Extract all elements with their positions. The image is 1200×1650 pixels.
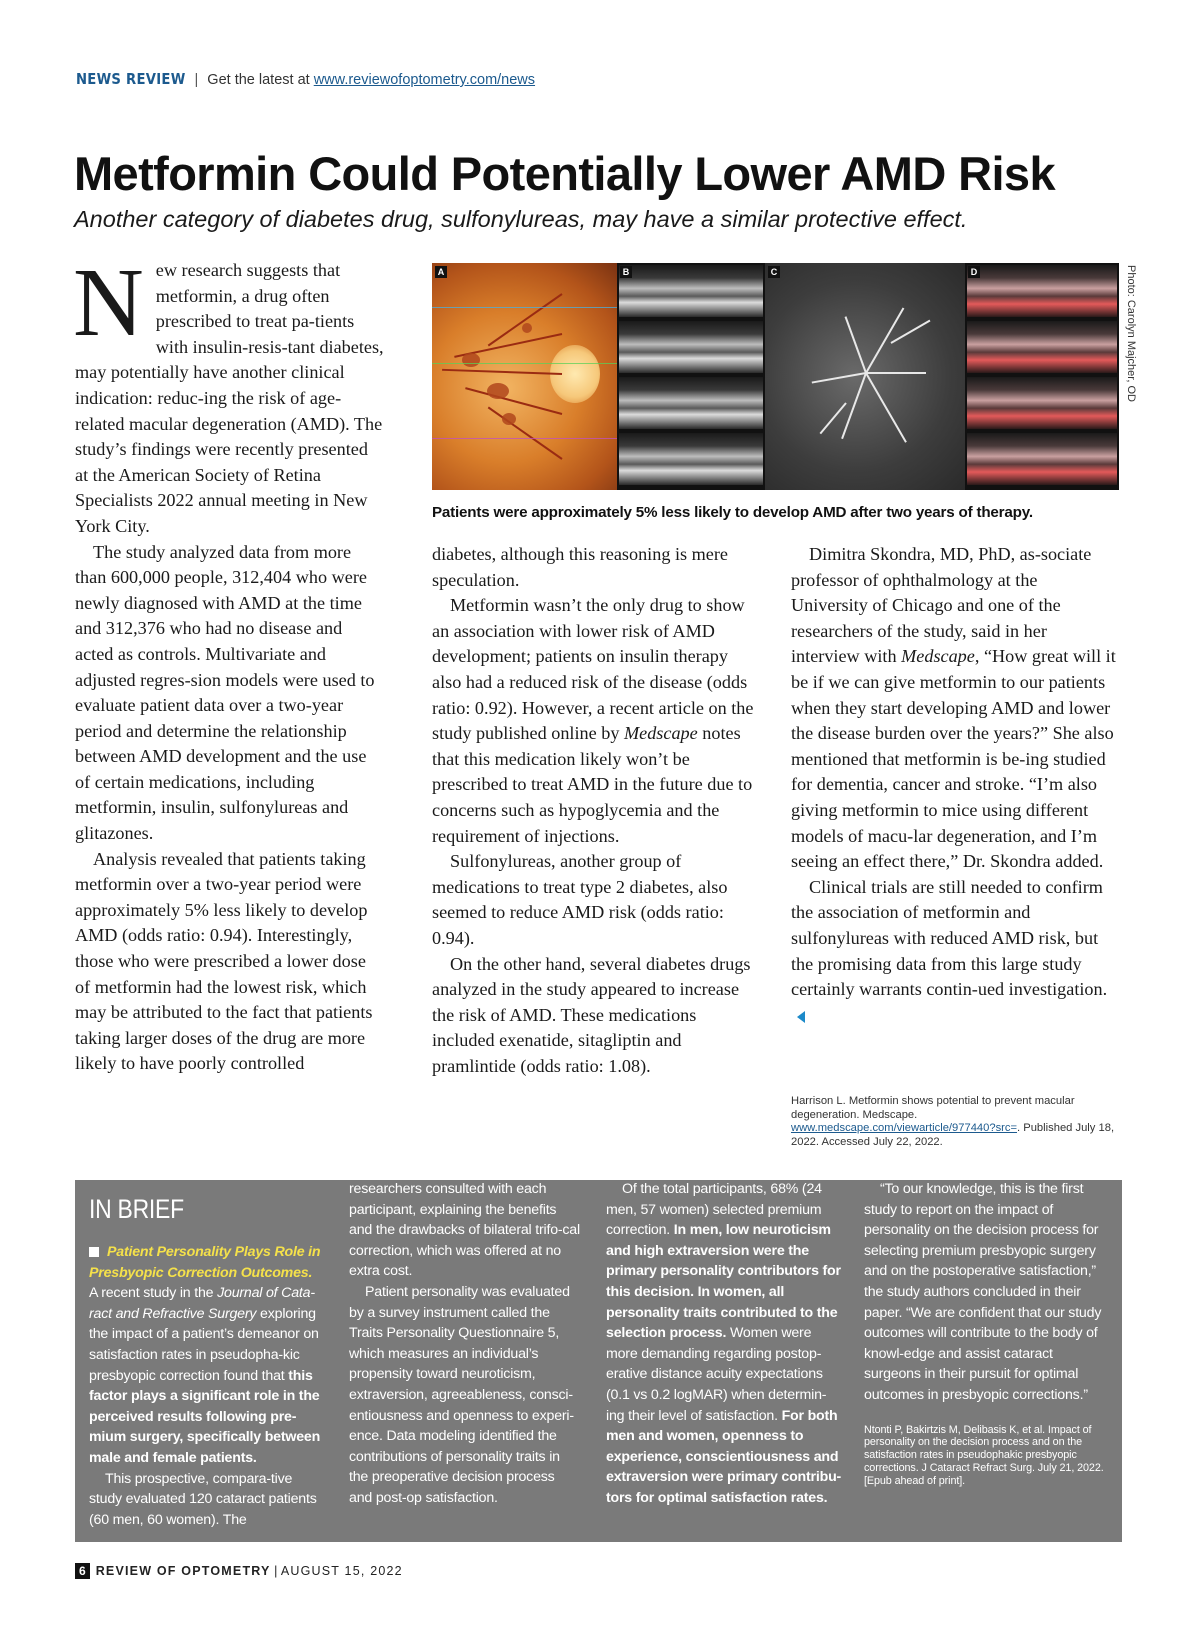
panel-label: A xyxy=(435,266,447,278)
figure-caption: Patients were approximately 5% less likely to develop AMD after two years of therapy. xyxy=(432,504,1033,521)
end-mark-icon xyxy=(797,1011,805,1023)
fundus-photo-panel xyxy=(432,263,617,490)
reference-link[interactable]: www.medscape.com/viewarticle/977440?src= xyxy=(791,1122,1018,1134)
paragraph: ew research suggests that metformin, a drug often prescribed to treat pa-tients with insulin-resis-tant diabetes, may potentially have another clinical indication: reduc-ing the risk of age-related macular degeneration (AMD). The study’s findings were recently presented at the American Society of Retina Specialists 2022 annual meeting in New York City. xyxy=(75,260,384,536)
paragraph: On the other hand, several diabetes drugs analyzed in the study appeared to increase the risk of AMD. These medications included exenatide, sitagliptin and pramlintide (odds ratio: 1.08). xyxy=(432,953,751,1076)
panel-label: C xyxy=(768,266,780,278)
photo-credit: Photo: Carolyn Majcher, OD xyxy=(1125,265,1137,402)
article-title: Metformin Could Potentially Lower AMD Risk xyxy=(74,147,1056,200)
paragraph: The study analyzed data from more than 600,000 people, 312,404 who were newly diagnosed with AMD at the time and 312,376 who had no disease and acted as controls. Multivariate and adjusted regres-sion models were used to evaluate patient data over a two-year period and determine the relationship between AMD development and the use of certain medications, including metformin, insulin, sulfonylureas and glitazones. xyxy=(75,541,375,844)
header-separator: | xyxy=(194,72,199,88)
paragraph: Clinical trials are still needed to confirm the association of metformin and sulfonylureas with reduced AMD risk, but the promising data from this large study certainly warrants contin-ued investigation. xyxy=(791,875,1116,1029)
brief-column-4: “To our knowledge, this is the first study to report on the impact of personality on the decision process for selecting premium presbyopic surgery and on the postoperative satisfaction,” the study authors concluded in their paper. “We are confident that our study outcomes will contribute to the body of knowl-edge and assist cataract surgeons in their pursuit for optimal outcomes in presbyopic corrections.” Ntonti P, Bakirtzis M, Delibasis K, et al. Impact of personality on the decision process and on the satisfaction rates in pseudophakic presbyopic corrections. J Cataract Refract Surg. July 21, 2022. [Epub ahead of print]. xyxy=(864,1179,1108,1488)
brief-column-1: Patient Personality Plays Role in Presbyopic Correction Outcomes. A recent study in the Journal of Cata-ract and Refractive Surgery exploring the impact of a patient’s demeanor on satisfaction rates in pseudopha-kic presbyopic correction found that this factor plays a significant role in the perceived results following pre-mium surgery, specifically between male and female patients. This prospective, compara-tive study evaluated 120 cataract patients (60 men, 60 women). The xyxy=(89,1244,321,1528)
article-reference: Harrison L. Metformin shows potential to prevent macular degeneration. Medscape. www.medscape.com/viewarticle/977440?src=. Published July 18, 2022. Accessed July 22, 2022. xyxy=(791,1095,1115,1148)
header-link[interactable]: www.reviewofoptometry.com/news xyxy=(313,72,536,88)
article-subtitle: Another category of diabetes drug, sulfonylureas, may have a similar protective effect. xyxy=(74,206,968,232)
running-header xyxy=(76,70,535,88)
section-label: NEWS REVIEW xyxy=(76,70,186,88)
paragraph: Analysis revealed that patients taking metformin over a two-year period were approximately 5% less likely to develop AMD (odds ratio: 0.94). Interestingly, those who were prescribed a lower dose of metformin had the lowest risk, which may be attributed to the fact that patients taking larger doses of the drug are more likely to have poorly controlled xyxy=(75,848,373,1074)
brief-column-3: Of the total participants, 68% (24 men, 57 women) selected premium correction. In men, low neuroticism and high extraversion were the primary personality contributors for this decision. In women, all personality traits contributed to the selection process. Women were more demanding regarding postop-erative distance acuity expectations (0.1 vs 0.2 logMAR) when determin-ing their level of satisfaction. For both men and women, openness to experience, conscientiousness and extraversion were primary contribu-tors for optimal satisfaction rates. xyxy=(606,1181,842,1506)
article-column-1 xyxy=(73,249,385,1077)
paragraph: Dimitra Skondra, MD, PhD, as-sociate professor of ophthalmology at the University of Chicago and one of the researchers of the study, said in her interview with Medscape, “How great will it be if we can give metformin to our patients when they start developing AMD and lower the disease burden over the years?” She also mentioned that metformin is be-ing studied for dementia, cancer and stroke. “I’m also giving metformin to mice using different models of macu-lar degeneration, and I’m seeing an effect there,” Dr. Skondra added. xyxy=(791,544,1116,872)
paragraph: Sulfonylureas, another group of medications to treat type 2 diabetes, also seemed to reduce AMD risk (odds ratio: 0.94). xyxy=(432,851,728,948)
brief-column-2: researchers consulted with each participant, explaining the benefits and the drawbacks of bilateral trifo-cal correction, which was offered at no extra cost. Patient personality was evaluated by a survey instrument called the Traits Personality Questionnaire 5, which measures an individual’s propensity toward neuroticism, extraversion, agreeableness, consci-entiousness and openness to experi-ence. Data modeling identified the contributions of personality traits in the preoperative decision process and post-op satisfaction. xyxy=(349,1181,580,1506)
panel-label: B xyxy=(620,266,632,278)
oct-scan-panel xyxy=(617,263,765,490)
bullet-square-icon xyxy=(89,1247,99,1257)
article-column-2 xyxy=(432,542,757,1079)
header-tagline: Get the latest at xyxy=(207,72,310,88)
issue-date: AUGUST 15, 2022 xyxy=(280,1564,403,1578)
article-figure xyxy=(432,263,1119,490)
page-number: 6 xyxy=(75,1563,90,1579)
page-footer: 6 REVIEW OF OPTOMETRY | AUGUST 15, 2022 xyxy=(75,1563,403,1579)
paragraph: Metformin wasn’t the only drug to show an association with lower risk of AMD development; patients on insulin therapy also had a reduced risk of the disease (odds ratio: 0.92). However, a recent article on the study published online by Medscape notes that this medication likely won’t be prescribed to treat AMD in the future due to concerns such as hypoglycemia and the requirement of injections. xyxy=(432,595,754,846)
panel-label: D xyxy=(968,266,980,278)
drop-cap: N xyxy=(73,249,144,357)
in-brief-box xyxy=(75,1180,1122,1542)
in-brief-title: IN BRIEF xyxy=(89,1194,184,1224)
oct-overlay-panel xyxy=(965,263,1119,490)
article-column-3 xyxy=(791,542,1116,1028)
brief-reference: Ntonti P, Bakirtzis M, Delibasis K, et al. Impact of personality on the decision process and on the satisfaction rates in pseudophakic presbyopic corrections. J Cataract Refract Surg. July 21, 2022. [Epub ahead of print]. xyxy=(864,1423,1104,1487)
oct-angiography-panel xyxy=(765,263,965,490)
paragraph: diabetes, although this reasoning is mere speculation. xyxy=(432,544,728,590)
magazine-name: REVIEW OF OPTOMETRY xyxy=(95,1564,271,1578)
brief-headline: Patient Personality Plays Role in Presbyopic Correction Outcomes. xyxy=(89,1244,321,1281)
